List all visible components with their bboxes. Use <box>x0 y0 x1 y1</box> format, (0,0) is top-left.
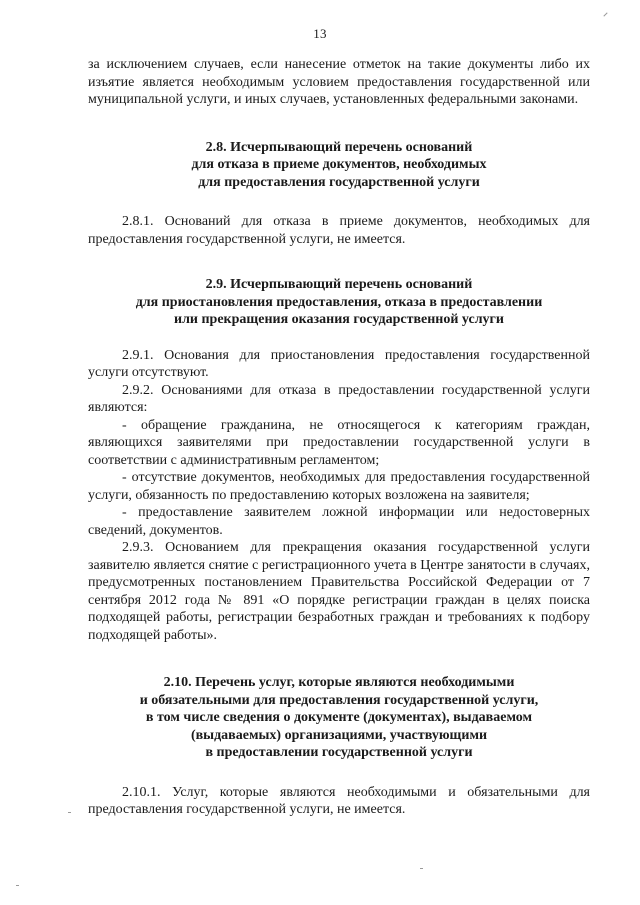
document-body <box>88 56 590 819</box>
heading-line: для предоставления государственной услуги <box>198 174 480 190</box>
list-item: - обращение гражданина, не относящегося к категориям граждан, являющихся заявителями при предоставлении государственной услуги в соответствии с административным регламентом; <box>88 417 590 468</box>
paragraph-2-9-3: 2.9.3. Основанием для прекращения оказания государственной услуги заявителю является снятие с регистрационного учета в Центре занятости в случаях, предусмотренных постановлением Правительства Российской Федерации от 7 сентября 2012 года № 891 «О порядке регистрации граждан в целях поиска подходящей работы, регистрации безработных граждан и требованиях к подбору подходящей работы». <box>88 540 590 643</box>
heading-line: 2.8. Исчерпывающий перечень оснований <box>205 139 473 155</box>
section-2-8-heading <box>88 139 590 192</box>
scan-mark <box>16 885 19 886</box>
list-item: - отсутствие документов, необходимых для предоставления государственной услуги, обязанность по предоставлению которых возложена на заявителя; <box>88 470 590 503</box>
heading-line: для отказа в приеме документов, необходимых <box>191 157 487 172</box>
scan-mark <box>68 812 71 813</box>
intro-paragraph: за исключением случаев, если нанесение отметок на такие документы либо их изъятие является необходимым условием предоставления государственной или муниципальной услуги, и иных случаев, установленных федеральными законами. <box>88 57 590 107</box>
paragraph-2-9-2: 2.9.2. Основаниями для отказа в предоставлении государственной услуги являются: <box>88 382 590 415</box>
heading-line: (выдаваемых) организациями, участвующими <box>190 727 488 743</box>
scan-mark <box>420 868 423 869</box>
paragraph-2-10-1: 2.10.1. Услуг, которые являются необходимыми и обязательными для предоставления государственной услуги, не имеется. <box>88 784 590 817</box>
heading-line: в предоставлении государственной услуги <box>205 745 473 760</box>
heading-line: для приостановления предоставления, отказа в предоставлении <box>135 294 543 310</box>
paragraph-2-8-1: 2.8.1. Оснований для отказа в приеме документов, необходимых для предоставления государственной услуги, не имеется. <box>88 214 590 247</box>
section-2-10-heading <box>88 674 590 762</box>
paragraph-2-9-1: 2.9.1. Основания для приостановления предоставления государственной услуги отсутствуют. <box>88 347 590 380</box>
heading-line: и обязательными для предоставления государственной услуги, <box>139 692 539 708</box>
page-number: 13 <box>313 26 327 41</box>
heading-line: 2.9. Исчерпывающий перечень оснований <box>205 277 473 292</box>
section-2-9-heading <box>88 276 590 329</box>
heading-line: 2.10. Перечень услуг, которые являются необходимыми <box>163 675 515 690</box>
scan-mark <box>603 12 607 16</box>
list-item: - предоставление заявителем ложной информации или недостоверных сведений, документов. <box>88 505 590 538</box>
heading-line: или прекращения оказания государственной услуги <box>174 312 504 327</box>
heading-line: в том числе сведения о документе (документах), выдаваемом <box>145 710 533 725</box>
